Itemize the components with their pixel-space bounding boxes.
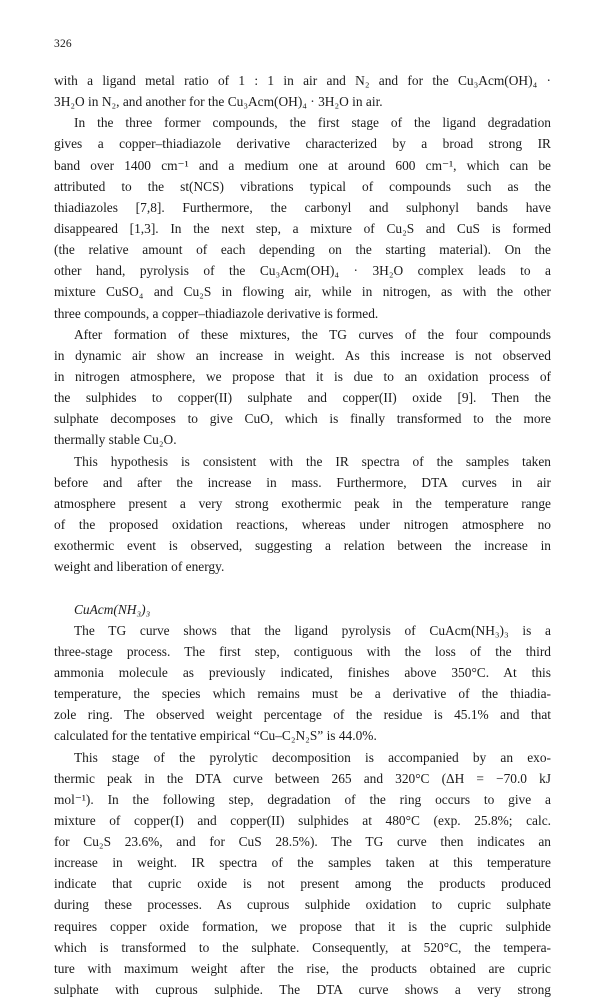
text-line: attributed to the st(NCS) vibrations typical of compounds such as the [54, 176, 551, 197]
text-line: This stage of the pyrolytic decomposition is accompanied by an exo- [54, 747, 551, 768]
paragraph [54, 620, 551, 747]
paragraph [54, 70, 551, 112]
text-line: in dynamic air show an increase in weight. As this increase is not observed [54, 345, 551, 366]
paragraph [54, 112, 551, 323]
text-line: The TG curve shows that the ligand pyrolysis of CuAcm(NH₃)₃ is a [54, 620, 551, 641]
text-line: thiadiazoles [7,8]. Furthermore, the carbonyl and sulphonyl bands have [54, 197, 551, 218]
text-line: mixture of copper(I) and copper(II) sulphides at 480°C (exp. 25.8%; calc. [54, 810, 551, 831]
text-line: during these processes. As cuprous sulphide oxidation to cupric sulphate [54, 894, 551, 915]
text-line: This hypothesis is consistent with the IR spectra of the samples taken [54, 451, 551, 472]
text-line: sulphate decomposes to give CuO, which is finally transformed to the more [54, 408, 551, 429]
text-line: After formation of these mixtures, the TG curves of the four compounds [54, 324, 551, 345]
text-line: In the three former compounds, the first stage of the ligand degradation [54, 112, 551, 133]
text-line: exothermic event is observed, suggesting a relation between the increase in [54, 535, 551, 556]
page-number: 326 [54, 38, 72, 50]
text-line: sulphate with cuprous sulphide. The DTA curve shows a very strong [54, 979, 551, 1000]
paragraph [54, 451, 551, 578]
text-line: the sulphides to copper(II) sulphate and copper(II) oxide [9]. Then the [54, 387, 551, 408]
paragraph [54, 324, 551, 451]
text-line: ture with maximum weight after the rise, the products obtained are cupric [54, 958, 551, 979]
text-line: 3H₂O in N₂, and another for the Cu₃Acm(OH)₄ · 3H₂O in air. [54, 91, 551, 112]
text-line: calculated for the tentative empirical “Cu–C₂N₂S” is 44.0%. [54, 725, 551, 746]
text-line: three-stage process. The first step, contiguous with the loss of the third [54, 641, 551, 662]
text-line: in nitrogen atmosphere, we propose that it is due to an oxidation process of [54, 366, 551, 387]
text-line: which is transformed to the sulphate. Consequently, at 520°C, the tempera- [54, 937, 551, 958]
text-line: zole ring. The observed weight percentage of the residue is 45.1% and that [54, 704, 551, 725]
text-line: of the proposed oxidation reactions, whereas under nitrogen atmosphere no [54, 514, 551, 535]
text-line: before and after the increase in mass. Furthermore, DTA curves in air [54, 472, 551, 493]
text-line: band over 1400 cm⁻¹ and a medium one at around 600 cm⁻¹, which can be [54, 155, 551, 176]
text-line: disappeared [1,3]. In the next step, a mixture of Cu₂S and CuS is formed [54, 218, 551, 239]
text-line: mol⁻¹). In the following step, degradation of the ring occurs to give a [54, 789, 551, 810]
text-line: mixture CuSO₄ and Cu₂S in flowing air, while in nitrogen, as with the other [54, 281, 551, 302]
text-line: weight and liberation of energy. [54, 556, 551, 577]
text-line: atmosphere present a very strong exothermic peak in the temperature range [54, 493, 551, 514]
text-line: temperature, the species which remains must be a derivative of the thiadia- [54, 683, 551, 704]
text-line: three compounds, a copper–thiadiazole derivative is formed. [54, 303, 551, 324]
text-line: requires copper oxide formation, we propose that it is the cupric sulphide [54, 916, 551, 937]
text-line: thermic peak in the DTA curve between 265 and 320°C (ΔH = −70.0 kJ [54, 768, 551, 789]
text-line: thermally stable Cu₂O. [54, 429, 551, 450]
text-line: for Cu₂S 23.6%, and for CuS 28.5%). The TG curve then indicates an [54, 831, 551, 852]
text-line: with a ligand metal ratio of 1 : 1 in air and N₂ and for the Cu₃Acm(OH)₄ · [54, 70, 551, 91]
text-line: other hand, pyrolysis of the Cu₃Acm(OH)₄ · 3H₂O complex leads to a [54, 260, 551, 281]
text-line: (the relative amount of each depending on the starting material). On the [54, 239, 551, 260]
text-line: ammonia molecule as previously indicated, finishes above 350°C. At this [54, 662, 551, 683]
text-line: gives a copper–thiadiazole derivative characterized by a broad strong IR [54, 133, 551, 154]
section-spacer [54, 577, 551, 598]
section-heading: CuAcm(NH₃)₃ [54, 599, 551, 620]
body-text [54, 70, 551, 1000]
text-line: increase in weight. IR spectra of the samples taken at this temperature [54, 852, 551, 873]
paragraph [54, 747, 551, 1000]
text-line: indicate that cupric oxide is not present among the products produced [54, 873, 551, 894]
